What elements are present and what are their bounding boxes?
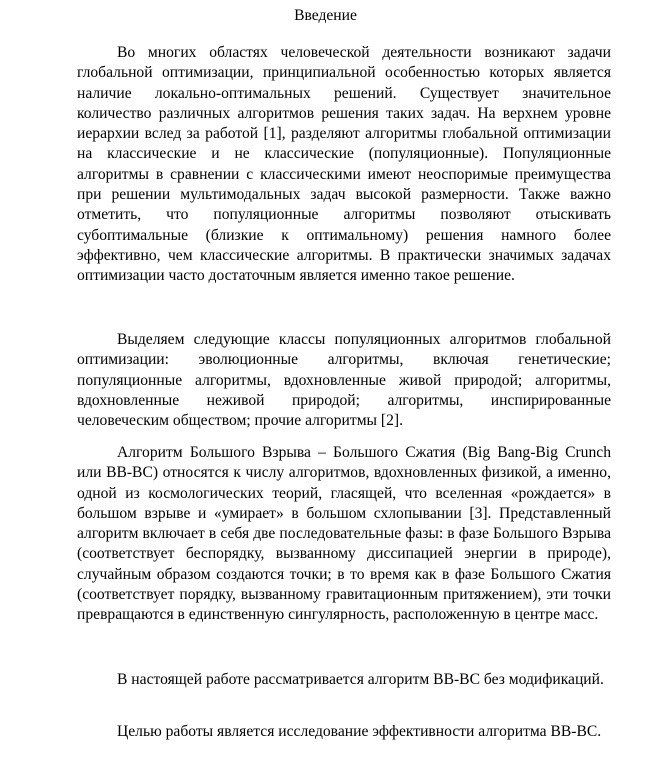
paragraph-goal: Целью работы является исследование эффективности алгоритма BB-BC. bbox=[117, 723, 602, 740]
paragraph-intro: Во многих областях человеческой деятельности возникают задачи глобальной оптимизации, принципиальной особенностью которых является наличие локально-оптимальных решений. Существует значительное количество различных алгоритмов решения таких задач. На верхнем уровне иерархии вслед за работой [1], разделяют алгоритмы глобальной оптимизации на классические и не классические (популяционные). Популяционные алгоритмы в сравнении с классическими имеют неоспоримые преимущества при решении мультимодальных задач высокой размерности. Также важно отметить, что популяционные алгоритмы позволяют отыскивать субоптимальные (близкие к оптимальному) решения намного более эффективно, чем классические алгоритмы. В практически значимых задачах оптимизации часто достаточным является именно такое решение. bbox=[77, 44, 611, 285]
paragraph-classes: Выделяем следующие классы популяционных алгоритмов глобальной оптимизации: эволюционные алгоритмы, включая генетические; популяционные алгоритмы, вдохновленные живой природой; алгоритмы, вдохновленные неживой природой; алгоритмы, инспирированные человеческим обществом; прочие алгоритмы [2]. bbox=[77, 331, 611, 430]
paragraph-bbbc: Алгоритм Большого Взрыва – Большого Сжатия (Big Bang-Big Crunch или BB-BC) относятся к числу алгоритмов, вдохновленных физикой, а именно, одной из космологических теорий, гласящей, что вселенная «рождается» в большом взрыве и «умирает» в большом схлопывании [3]. Представленный алгоритм включает в себя две последовательные фазы: в фазе Большого Взрыва (соответствует беспорядку, вызванному диссипацией энергии в природе), случайным образом создаются точки; в то время как в фазе Большого Сжатия (соответствует порядку, вызванному гравитационным притяжением), эти точки превращаются в единственную сингулярность, расположенную в центре масс. bbox=[77, 444, 611, 624]
paragraph-scope: В настоящей работе рассматривается алгоритм BB-BC без модификаций. bbox=[117, 671, 604, 688]
section-title: Введение bbox=[294, 7, 357, 24]
